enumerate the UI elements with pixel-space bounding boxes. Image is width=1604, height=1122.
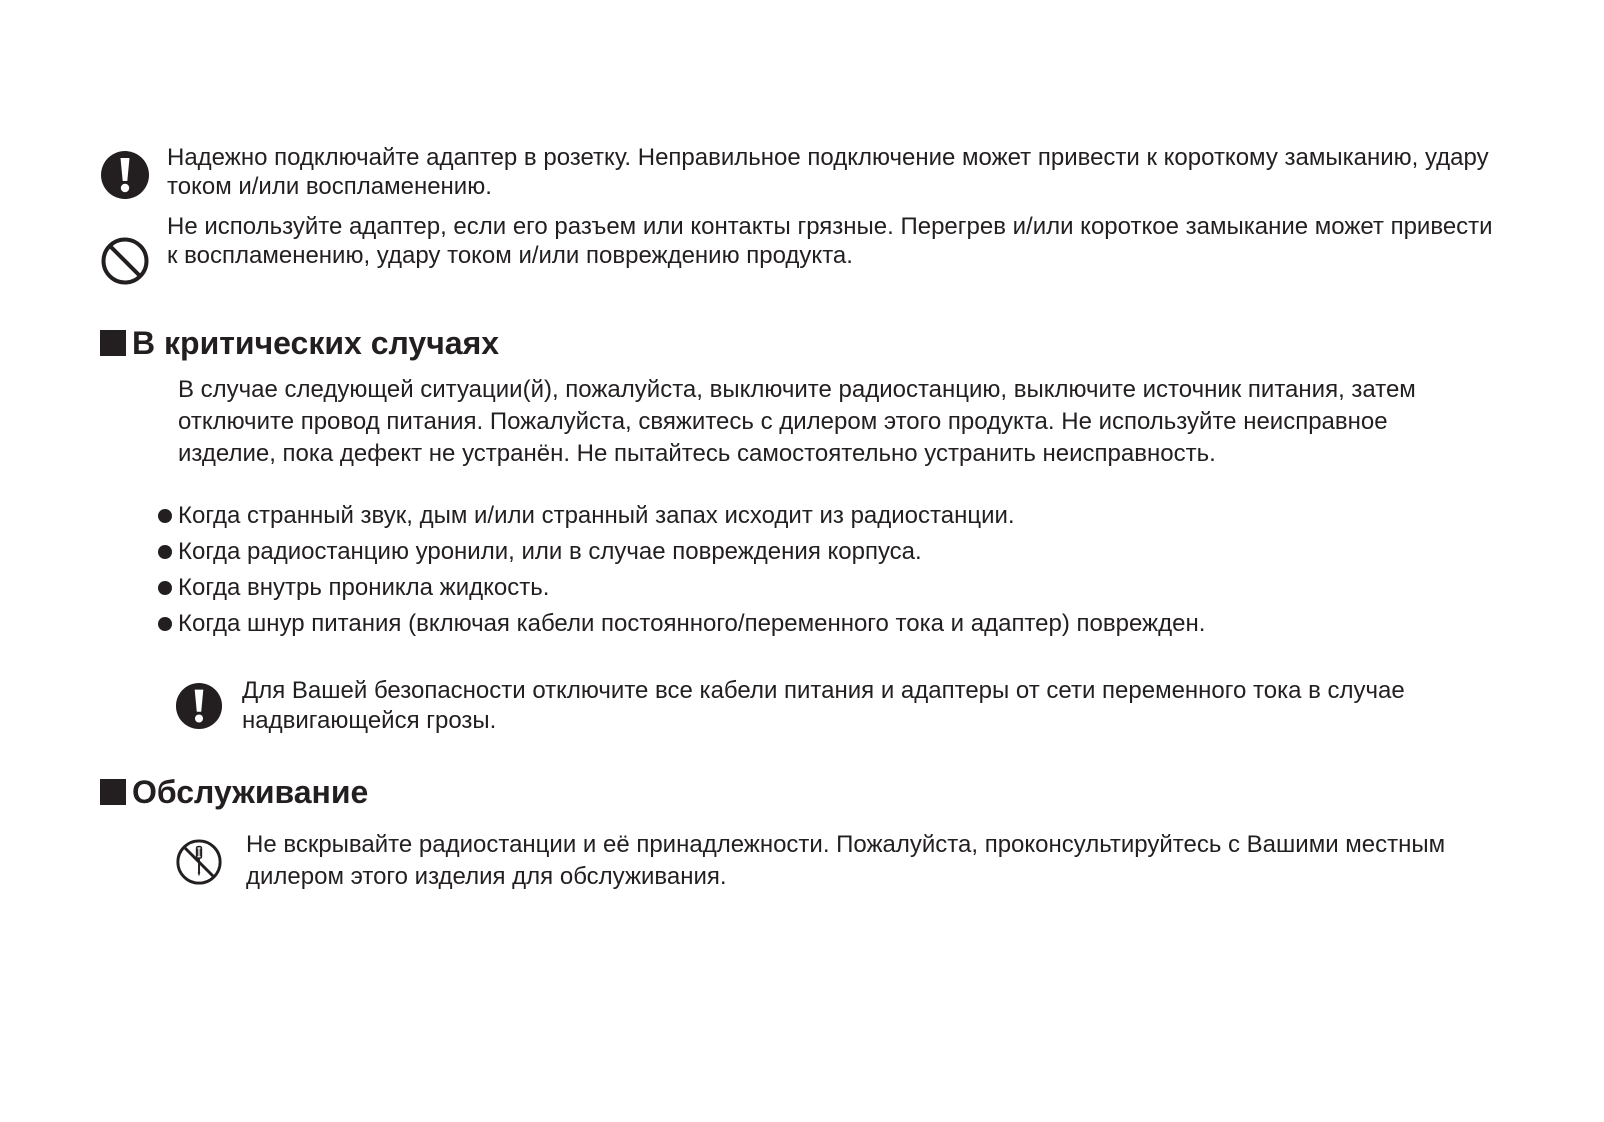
list-item-text: Когда странный звук, дым и/или странный запах исходит из радиостанции. xyxy=(178,502,1015,529)
list-item xyxy=(158,498,1458,534)
warning-text-plug-adapter: Надежно подключайте адаптер в розетку. Неправильное подключение может привести к короткому замыканию, удару током и/или воспламенению. xyxy=(167,144,1489,200)
bullet-dot xyxy=(158,545,172,559)
heading-square-marker xyxy=(100,330,126,356)
critical-intro-paragraph: В случае следующей ситуации(й), пожалуйста, выключите радиостанцию, выключите источник питания, затем отключите провод питания. Пожалуйста, свяжитесь с дилером этого продукта. Не используйте неисправное изделие, пока дефект не устранён. Не пытайтесь самостоятельно устранить неисправность. xyxy=(178,376,1416,467)
list-item-text: Когда шнур питания (включая кабели постоянного/переменного тока и адаптер) поврежден. xyxy=(178,610,1206,637)
list-item xyxy=(158,534,1458,570)
thunderstorm-note-text: Для Вашей безопасности отключите все кабели питания и адаптеры от сети переменного тока в случае надвигающейся грозы. xyxy=(242,677,1405,734)
list-item-text: Когда внутрь проникла жидкость. xyxy=(178,574,550,601)
heading-square-marker xyxy=(100,779,126,805)
prohibition-icon xyxy=(100,236,150,286)
service-note-text: Не вскрывайте радиостанции и её принадлежности. Пожалуйста, проконсультируйтесь с Вашими местным дилером этого изделия для обслуживания. xyxy=(246,831,1446,890)
list-item xyxy=(158,570,1458,606)
mandatory-exclamation-icon xyxy=(175,682,223,730)
mandatory-exclamation-icon xyxy=(100,150,150,200)
do-not-disassemble-icon xyxy=(175,838,223,886)
list-item-text: Когда радиостанцию уронили, или в случае повреждения корпуса. xyxy=(178,538,922,565)
section-heading-service-text: Обслуживание xyxy=(132,774,369,810)
section-heading-service xyxy=(100,773,368,811)
critical-bullet-list xyxy=(158,498,1458,642)
bullet-dot xyxy=(158,509,172,523)
list-item xyxy=(158,606,1458,642)
section-heading-critical xyxy=(100,324,499,362)
bullet-dot xyxy=(158,617,172,631)
warning-text-dirty-contacts: Не используйте адаптер, если его разъем или контакты грязные. Перегрев и/или короткое замыкание может привести к воспламенению, удару током и/или повреждению продукта. xyxy=(167,213,1493,269)
section-heading-critical-text: В критических случаях xyxy=(132,325,500,361)
bullet-dot xyxy=(158,581,172,595)
